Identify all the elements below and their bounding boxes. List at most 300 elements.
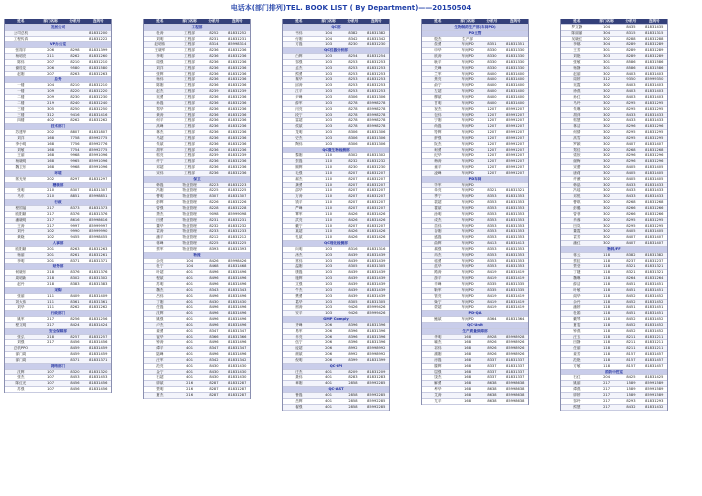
contact-name: 工程传真 <box>13 36 29 41</box>
contact-direct-line: 81831496 <box>228 352 247 357</box>
contact-name: 屈强 <box>434 369 442 374</box>
contact-name: 二楼 <box>17 94 25 99</box>
department-name: 发展公司 <box>50 24 66 29</box>
contact-extension: 8430 <box>209 375 219 380</box>
contact-direct-line: 81831207 <box>367 176 386 181</box>
contact-name: 乔亮 <box>295 334 303 339</box>
department-name: 技术部门 <box>50 124 66 129</box>
contact-extension: 8236 <box>209 83 219 88</box>
contact-extension: 8426 <box>348 211 358 216</box>
contact-department: 118 <box>603 264 610 269</box>
contact-direct-line: 81831263 <box>89 71 108 76</box>
contact-department: 111 <box>47 293 54 298</box>
contact-extension <box>64 31 85 36</box>
contact-department: 118 <box>603 311 610 316</box>
contact-name: 樊勇 <box>295 293 303 298</box>
contact-extension: 8496 <box>209 322 219 327</box>
contact-name: 张明 <box>17 188 25 193</box>
contact-department: 206 <box>325 322 332 327</box>
directory-column <box>560 19 668 411</box>
contact-direct-line: 81831426 <box>367 229 386 234</box>
contact-extension: 8456 <box>70 381 80 386</box>
contact-extension: 8424 <box>70 322 80 327</box>
contact-name: 成杰 <box>434 217 442 222</box>
contact-name: 鲁磊 <box>295 393 303 397</box>
contact-extension: 9965 <box>70 159 80 164</box>
contact-name: 尤平 <box>434 398 442 403</box>
contact-direct-line: 85991207 <box>506 130 525 135</box>
contact-extension: 8207 <box>348 182 358 187</box>
contact-extension: 8157 <box>626 363 636 368</box>
contact-name: 裴超 <box>434 200 442 205</box>
department-name: 财务部 <box>52 264 64 269</box>
contact-department: 103 <box>325 287 332 292</box>
contact-extension: 8220 <box>70 89 80 94</box>
contact-department: 217 <box>47 206 54 210</box>
contact-direct-line: 85991589 <box>645 387 664 392</box>
contact-direct-line: 81831207 <box>367 206 386 210</box>
contact-direct-line: 81831254 <box>367 54 386 59</box>
contact-department: 118 <box>603 276 610 281</box>
contact-direct-line: 85991207 <box>506 112 525 117</box>
contact-name: 殷杰 <box>434 36 442 41</box>
contact-extension: 8405 <box>626 165 636 170</box>
contact-name: 解勇 <box>434 381 442 386</box>
contact-direct-line: 81831496 <box>228 317 247 322</box>
contact-name: 朱斌 <box>156 141 164 146</box>
contact-department: 118 <box>603 322 610 327</box>
contact-department: 110 <box>325 176 332 181</box>
contact-direct-line: 81831459 <box>89 352 108 357</box>
contact-department: 302 <box>603 206 610 210</box>
page-title: 电话本(部门排列)TEL. BOOK LIST ( By Department)——20150504 <box>230 4 472 12</box>
contact-name: 蒋云 <box>573 252 581 257</box>
contact-direct-line: 81831207 <box>367 170 386 175</box>
contact-department: 110 <box>325 194 332 199</box>
contact-extension: 8451 <box>626 281 636 286</box>
contact-name: 向明 <box>295 246 303 251</box>
contact-direct-line: 85998638 <box>506 398 525 403</box>
contact-name: 苏强 <box>17 387 25 392</box>
contact-department: 118 <box>603 293 610 298</box>
contact-department: 118 <box>603 363 610 368</box>
contact-name: 崔华 <box>156 334 164 339</box>
contact-extension: 8321 <box>626 264 636 269</box>
contact-extension: 8253 <box>348 65 358 70</box>
contact-direct-line: 81831407 <box>645 235 664 240</box>
contact-direct-line: 81831211 <box>645 346 664 351</box>
contact-name: 邹强 <box>295 59 303 64</box>
contact-department: 103 <box>325 65 332 70</box>
contact-extension: 8305 <box>348 264 358 269</box>
contact-extension <box>481 183 502 188</box>
contact-direct-line: 81831295 <box>645 130 664 135</box>
contact-department: 118 <box>603 352 610 357</box>
contact-department: 302 <box>603 141 610 146</box>
contact-department: 110 <box>325 235 332 240</box>
contact-direct-line: 81831353 <box>506 211 525 216</box>
contact-name: 潘红 <box>573 241 581 246</box>
contact-name: 江平 <box>295 89 303 94</box>
contact-extension: 8306 <box>348 135 358 140</box>
contact-direct-line: 81831496 <box>228 293 247 298</box>
contact-direct-line: 81831452 <box>645 322 664 327</box>
contact-department: 168 <box>464 340 471 345</box>
contact-department: 302 <box>603 83 610 88</box>
contact-department: 118 <box>603 305 610 310</box>
contact-direct-line: 81831456 <box>89 381 108 386</box>
contact-direct-line: 81831413 <box>506 241 525 246</box>
contact-direct-line: 81831430 <box>228 369 247 374</box>
contact-extension: 8433 <box>626 188 636 193</box>
contact-direct-line: 81831261 <box>89 252 108 257</box>
contact-department: 工程部 <box>184 124 195 129</box>
contact-name: 许宁 <box>156 159 164 164</box>
contact-extension: 8250 <box>70 106 80 111</box>
contact-department: 110 <box>325 217 332 222</box>
contact-name: 何倩 <box>573 130 581 135</box>
contact-direct-line: 81831223 <box>228 182 247 187</box>
contact-name: 邵华 <box>295 188 303 193</box>
contact-name: 刘丹 <box>17 229 25 234</box>
contact-extension: 8295 <box>626 135 636 140</box>
contact-name: 梅涛 <box>434 159 442 164</box>
contact-department: 车间PD <box>461 252 474 257</box>
contact-department: 401 <box>186 287 193 292</box>
contact-direct-line: 85991096 <box>89 165 108 170</box>
contact-department: 217 <box>603 387 610 392</box>
contact-direct-line: 81831283 <box>367 375 386 380</box>
contact-extension: 8353 <box>487 252 497 257</box>
contact-extension: 8638 <box>487 398 497 403</box>
contact-direct-line: 81831353 <box>506 200 525 205</box>
contact-extension: 8400 <box>487 83 497 88</box>
contact-extension: 8373 <box>70 206 80 210</box>
contact-row <box>144 393 250 399</box>
contact-name: 余丹 <box>573 299 581 304</box>
contact-direct-line: 85991207 <box>506 106 525 111</box>
contact-department: 202 <box>47 130 54 135</box>
contact-direct-line: 81831407 <box>645 141 664 146</box>
directory-column <box>282 19 390 411</box>
contact-extension: 8342 <box>209 357 219 362</box>
contact-direct-line: 81831306 <box>367 130 386 135</box>
contact-name: 刘强 <box>17 340 25 345</box>
contact-extension: 8353 <box>487 194 497 199</box>
contact-name: 杨丽 <box>17 252 25 257</box>
contact-department: 107 <box>47 375 54 380</box>
contact-direct-line: 81831451 <box>645 281 664 286</box>
contact-direct-line: 81831236 <box>228 71 247 76</box>
contact-name: 马玲 <box>573 100 581 105</box>
contact-extension: 8306 <box>348 141 358 146</box>
contact-direct-line: 81831295 <box>645 100 664 105</box>
contact-department: 401 <box>186 328 193 333</box>
contact-direct-line: 81831307 <box>89 188 108 193</box>
contact-department: 302 <box>603 217 610 222</box>
contact-name: 申华 <box>434 48 442 53</box>
contact-direct-line: 81831419 <box>506 305 525 310</box>
contact-extension: 8212 <box>209 235 219 240</box>
contact-department: 217 <box>47 217 54 222</box>
contact-direct-line: 81831236 <box>228 118 247 123</box>
contact-extension: 8262 <box>70 305 80 310</box>
contact-name: 杜宁 <box>156 264 164 269</box>
contact-direct-line: 85998278 <box>367 112 386 117</box>
contact-direct-line: 81831405 <box>645 229 664 234</box>
contact-extension: 8157 <box>626 352 636 357</box>
contact-department: 车间PD <box>461 182 474 187</box>
contact-direct-line: 81831425 <box>645 375 664 380</box>
contact-department: 168 <box>464 393 471 397</box>
contact-extension: 1207 <box>487 118 497 123</box>
contact-direct-line: 81831260 <box>89 54 108 59</box>
contact-name: 辛峰 <box>434 281 442 286</box>
contact-direct-line: 81831236 <box>228 130 247 135</box>
contact-department: 206 <box>47 65 54 70</box>
contact-department: 401 <box>325 375 332 380</box>
column-header-cell: 分机号 <box>347 19 359 23</box>
contact-name: 萧杰 <box>156 211 164 216</box>
contact-name: 陈刚 <box>156 83 164 88</box>
contact-department: 302 <box>603 241 610 246</box>
contact-direct-line: 81831424 <box>89 322 108 327</box>
contact-extension: 8253 <box>348 89 358 94</box>
contact-department: 207 <box>47 71 54 76</box>
contact-direct-line: 85992285 <box>367 404 386 409</box>
contact-department: 118 <box>603 252 610 257</box>
contact-extension: 8616 <box>70 217 80 222</box>
contact-extension: 8452 <box>626 317 636 322</box>
contact-name: 刘洋 <box>17 135 25 140</box>
contact-extension: 8283 <box>348 375 358 380</box>
contact-direct-line: 81831236 <box>228 135 247 140</box>
contact-direct-line: 81831337 <box>506 357 525 362</box>
contact-name: 张翔宇 <box>15 48 27 53</box>
contact-direct-line: 81831396 <box>367 334 386 339</box>
contact-department: 103 <box>325 71 332 76</box>
contact-department: 103 <box>325 130 332 135</box>
contact-extension: 7758 <box>70 135 80 140</box>
contact-name: 郑佳 <box>573 147 581 152</box>
contact-extension: 8366 <box>209 334 219 339</box>
contact-name: 罗文静 <box>571 24 583 29</box>
contact-direct-line: 81831302 <box>89 276 108 281</box>
contact-department: 302 <box>603 159 610 164</box>
contact-name: 邢涛 <box>295 305 303 310</box>
department-name: PD车间 <box>468 176 482 181</box>
contact-direct-line: 81831396 <box>367 340 386 345</box>
contact-direct-line: 81831496 <box>228 270 247 275</box>
contact-name: 庞超 <box>295 346 303 351</box>
contact-direct-line: 81831293 <box>645 398 664 403</box>
contact-direct-line: 85998278 <box>367 118 386 123</box>
contact-direct-line: 81831287 <box>228 393 247 397</box>
contact-direct-line: 81831253 <box>367 89 386 94</box>
contact-direct-line: 81831305 <box>367 264 386 269</box>
contact-department: 103 <box>325 118 332 123</box>
contact-name: 肖蓉 <box>573 217 581 222</box>
contact-department: 110 <box>325 223 332 228</box>
contact-extension: 9968 <box>70 165 80 170</box>
contact-extension: 8807 <box>70 130 80 135</box>
contact-name: 齐峰 <box>295 322 303 327</box>
contact-direct-line: 81831376 <box>89 270 108 275</box>
contact-direct-line: 81831207 <box>367 200 386 205</box>
contact-department: 401 <box>186 375 193 380</box>
contact-direct-line: 81831236 <box>228 112 247 117</box>
contact-direct-line: 85998616 <box>89 217 108 222</box>
contact-department: 110 <box>325 206 332 210</box>
contact-department <box>37 31 65 36</box>
contact-direct-line: 81831264 <box>645 276 664 281</box>
contact-direct-line: 81831289 <box>645 48 664 53</box>
contact-direct-line: 85991207 <box>506 124 525 129</box>
contact-department: 工程部 <box>184 83 195 88</box>
contact-extension: 8306 <box>348 94 358 99</box>
contact-name: 张辉 <box>156 71 164 76</box>
contact-extension: 8413 <box>487 241 497 246</box>
contact-department: 103 <box>325 89 332 94</box>
contact-name: 曹明 <box>156 194 164 199</box>
contact-direct-line: 81831230 <box>89 94 108 99</box>
contact-department: 401 <box>186 340 193 345</box>
contact-department: 车间PD <box>461 211 474 216</box>
contact-department: 302 <box>603 130 610 135</box>
contact-direct-line: 81831257 <box>89 334 108 339</box>
contact-department: 219 <box>47 100 54 105</box>
contact-name: 龙明 <box>295 130 303 135</box>
contact-extension: 8330 <box>487 59 497 64</box>
contact-name: 田岚 <box>573 223 581 228</box>
contact-direct-line: 85998278 <box>367 100 386 105</box>
contact-department: 118 <box>603 270 610 275</box>
contact-name: 任丽 <box>573 346 581 351</box>
contact-name: 符辉 <box>434 130 442 135</box>
column-header-cell: 部门名称 <box>460 19 475 23</box>
contact-department: 302 <box>603 147 610 152</box>
contact-direct-line: 81831403 <box>645 83 664 88</box>
contact-extension: 8236 <box>209 118 219 123</box>
contact-direct-line: 81831496 <box>228 276 247 281</box>
contact-direct-line: 81831253 <box>367 71 386 76</box>
contact-name: 蒙超 <box>434 305 442 310</box>
contact-direct-line: 81831382 <box>645 252 664 257</box>
department-name: QC-AST <box>328 387 344 392</box>
contact-name: 潘平 <box>156 235 164 240</box>
contact-extension: 8330 <box>487 54 497 59</box>
contact-direct-line: 81831439 <box>367 287 386 292</box>
contact-name: 管亮 <box>434 293 442 298</box>
contact-department: 工程部 <box>184 94 195 99</box>
contact-extension: 8396 <box>348 334 358 339</box>
contact-name: 任磊 <box>156 305 164 310</box>
contact-extension: 8296 <box>626 159 636 164</box>
contact-name: 张弘 <box>17 334 25 339</box>
contact-department: 车间PD <box>461 258 474 263</box>
contact-department: 103 <box>325 124 332 129</box>
contact-extension: 8287 <box>209 381 219 386</box>
column-header-cell: 分机号 <box>208 19 220 23</box>
contact-direct-line: 81831236 <box>228 54 247 59</box>
contact-name: 张丽 <box>17 293 25 298</box>
contact-name: 姜勇 <box>156 328 164 333</box>
contact-department: 车间PD <box>461 106 474 111</box>
contact-extension: 8403 <box>626 94 636 99</box>
contact-department: 车间PD <box>461 100 474 105</box>
contact-name: 岳辉 <box>295 398 303 403</box>
contact-department: 工程部 <box>184 77 195 82</box>
contact-department: 车间PD <box>461 305 474 310</box>
contact-department: 217 <box>603 398 610 403</box>
contact-name: 吴勇 <box>156 94 164 99</box>
contact-name: 一楼 <box>17 83 25 88</box>
contact-direct-line: 81831439 <box>367 293 386 298</box>
contact-extension: 8296 <box>626 153 636 158</box>
contact-extension: 8293 <box>626 398 636 403</box>
contact-extension: 8433 <box>626 118 636 123</box>
contact-direct-line: 81831225 <box>228 241 247 246</box>
contact-name: 凌峰 <box>434 170 442 175</box>
contact-extension: 8393 <box>209 246 219 251</box>
contact-extension: 8586 <box>626 65 636 70</box>
contact-name: 薛军 <box>295 100 303 105</box>
department-name: 保卫 <box>193 176 201 181</box>
contact-department: 103 <box>325 141 332 146</box>
contact-direct-line: 81831230 <box>367 165 386 170</box>
contact-name: 骆勇 <box>434 258 442 263</box>
contact-extension: 8382 <box>626 252 636 257</box>
contact-extension: 8347 <box>209 346 219 351</box>
contact-department: 物业管理 <box>182 188 197 193</box>
column-header-cell: 直线号 <box>648 19 660 23</box>
contact-name: 庄杰 <box>295 369 303 374</box>
contact-name: 高雪 <box>573 135 581 140</box>
contact-name: 易军 <box>295 328 303 333</box>
contact-name: 付刚 <box>295 36 303 41</box>
contact-name: 潘晓明 <box>15 217 27 222</box>
contact-extension: 8419 <box>487 299 497 304</box>
department-name: GMP Comply <box>323 317 349 322</box>
contact-direct-line: 81831250 <box>89 106 108 111</box>
contact-department: 车间PD <box>461 206 474 210</box>
contact-name: 三楼 <box>17 106 25 111</box>
contact-extension: 8296 <box>626 124 636 129</box>
contact-direct-line: 85998278 <box>367 124 386 129</box>
contact-name: 董华 <box>156 223 164 228</box>
contact-department: 168 <box>464 387 471 392</box>
contact-department: 工程部 <box>184 147 195 152</box>
contact-name: 章刚 <box>295 381 303 386</box>
contact-name: 薛洁 <box>573 281 581 286</box>
contact-name: 赵丽 <box>573 71 581 76</box>
contact-direct-line: 81831376 <box>89 211 108 216</box>
contact-direct-line: 81831337 <box>506 363 525 368</box>
contact-direct-line: 81831343 <box>228 287 247 292</box>
contact-extension: 8254 <box>348 54 358 59</box>
contact-direct-line: 81831263 <box>89 246 108 251</box>
contact-extension: 8264 <box>626 276 636 281</box>
contact-direct-line: 85992285 <box>367 398 386 403</box>
contact-direct-line: 81831289 <box>645 54 664 59</box>
contact-extension: 8353 <box>487 258 497 263</box>
contact-department: 车间PD <box>461 89 474 94</box>
contact-extension: 2858 <box>348 398 358 403</box>
contact-department: 302 <box>603 100 610 105</box>
contact-extension: 8228 <box>209 206 219 210</box>
contact-name: 焦亮 <box>434 77 442 82</box>
contact-name: 何晓东 <box>15 270 27 275</box>
